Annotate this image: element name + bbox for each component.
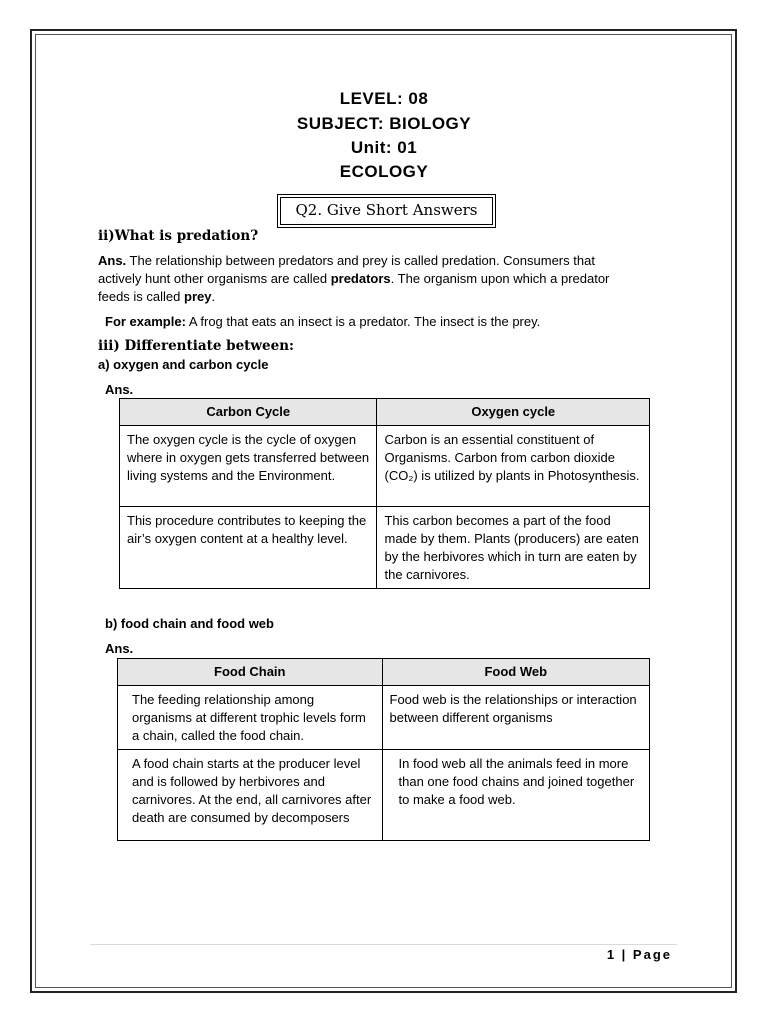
ans-label: Ans. bbox=[98, 253, 127, 268]
table-header-row bbox=[118, 659, 650, 686]
table-row bbox=[118, 686, 650, 750]
example-line bbox=[105, 313, 685, 331]
footer-divider bbox=[90, 944, 677, 945]
carbon-oxygen-table bbox=[119, 398, 650, 589]
predators-term: predators bbox=[330, 271, 391, 286]
ans-text-3b: . bbox=[211, 289, 216, 304]
part-a-ans: Ans. bbox=[105, 382, 134, 397]
ans-text-2a: actively hunt other organisms are called bbox=[98, 271, 331, 286]
part-b-title: b) food chain and food web bbox=[105, 616, 274, 631]
food-chain-web-table bbox=[117, 658, 650, 841]
table-row bbox=[118, 750, 650, 841]
ans-text-3a: feeds is called bbox=[98, 289, 184, 304]
table-header-cell: Food Web bbox=[382, 659, 649, 686]
level-heading: LEVEL: 08 bbox=[339, 89, 429, 108]
table-cell: This procedure contributes to keeping the air’s oxygen content at a healthy level. bbox=[120, 507, 377, 589]
part-a-title: a) oxygen and carbon cycle bbox=[98, 357, 269, 372]
part-b-ans: Ans. bbox=[105, 641, 134, 656]
table-row bbox=[120, 426, 650, 507]
table-header-row bbox=[120, 399, 650, 426]
table-cell: This carbon becomes a part of the food made by them. Plants (producers) are eaten by the herbivores which in turn are eaten by the carnivores. bbox=[377, 507, 650, 589]
table-cell: The feeding relationship among organisms at different trophic levels form a chain, called the food chain. bbox=[118, 686, 383, 750]
table-header-cell: Carbon Cycle bbox=[120, 399, 377, 426]
table-cell: The oxygen cycle is the cycle of oxygen where in oxygen gets transferred between living systems and the Environment. bbox=[120, 426, 377, 507]
question-iii-title: iii) Differentiate between: bbox=[98, 338, 294, 354]
unit-heading: Unit: 01 bbox=[350, 138, 418, 157]
predation-answer bbox=[98, 252, 678, 306]
example-text: A frog that eats an insect is a predator. The insect is the prey. bbox=[185, 314, 541, 329]
question-box: Q2. Give Short Answers bbox=[280, 197, 493, 225]
table-header-cell: Oxygen cycle bbox=[377, 399, 650, 426]
page-number: 1 | Page bbox=[606, 947, 672, 962]
example-label: For example: bbox=[105, 314, 186, 329]
topic-heading: ECOLOGY bbox=[339, 162, 429, 181]
table-row bbox=[120, 507, 650, 589]
table-cell: In food web all the animals feed in more than one food chains and joined together to make a food web. bbox=[382, 750, 649, 841]
ans-text-1: The relationship between predators and prey is called predation. Consumers that bbox=[126, 253, 595, 268]
ans-text-2b: . The organism upon which a predator bbox=[390, 271, 610, 286]
table-cell: Carbon is an essential constituent of Organisms. Carbon from carbon dioxide (CO₂) is utilized by plants in Photosynthesis. bbox=[377, 426, 650, 507]
table-cell: A food chain starts at the producer level and is followed by herbivores and carnivores. At the end, all carnivores after death are consumed by decomposers bbox=[118, 750, 383, 841]
table-cell: Food web is the relationships or interaction between different organisms bbox=[382, 686, 649, 750]
question-ii-title: ii)What is predation? bbox=[98, 228, 259, 244]
subject-heading: SUBJECT: BIOLOGY bbox=[296, 114, 472, 133]
table-header-cell: Food Chain bbox=[118, 659, 383, 686]
prey-term: prey bbox=[184, 289, 212, 304]
